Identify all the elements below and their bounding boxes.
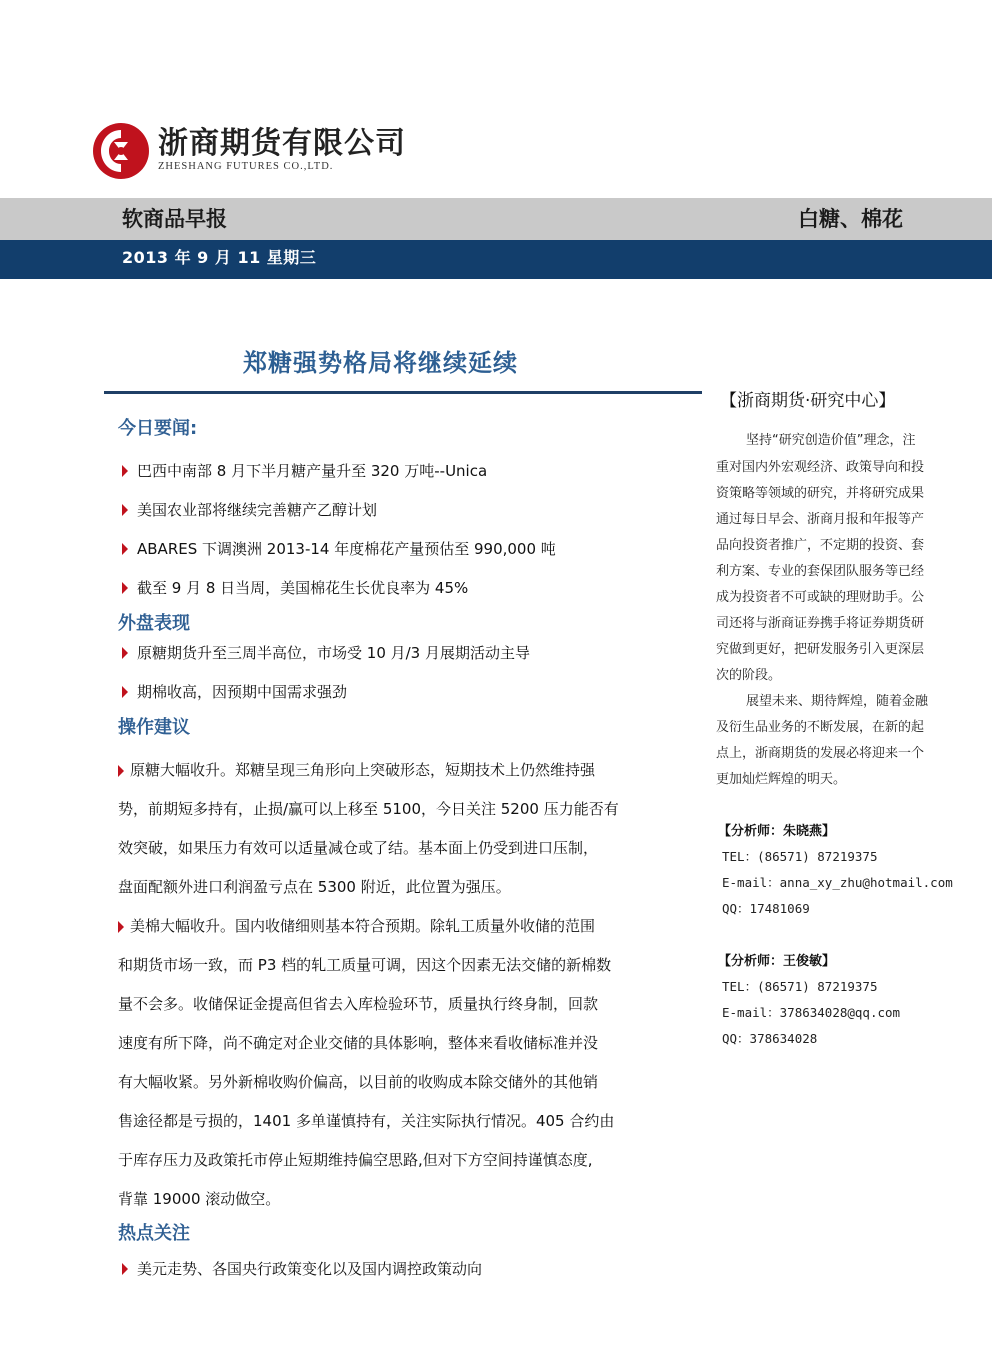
- sidebar-title: 【浙商期货·研究中心】: [720, 391, 896, 411]
- sidebar-text-line: 及衍生品业务的不断发展，在新的起: [716, 720, 925, 735]
- report-date: 2013 年 9 月 11 星期三: [122, 248, 317, 267]
- company-logo-mark: [92, 122, 150, 180]
- sidebar-text-line: 资策略等领域的研究，并将研究成果: [716, 486, 925, 501]
- list-item: 期棉收高，因预期中国需求强劲: [122, 681, 347, 702]
- bullet-arrow-icon: [122, 1263, 128, 1275]
- analyst-email[interactable]: E-mail：378634028@qq.com: [722, 1005, 901, 1020]
- paragraph-line: 盘面配额外进口利润盈亏点在 5300 附近，此位置为强压。: [118, 878, 511, 896]
- bullet-arrow-icon: [122, 686, 128, 698]
- paragraph-line: 美棉大幅收升。国内收储细则基本符合预期。除轧工质量外收储的范围: [118, 915, 595, 936]
- sidebar-text-line: 坚持“研究创造价值”理念，注: [746, 433, 916, 448]
- sidebar-text-line: 展望未来、期待辉煌，随着金融: [746, 694, 929, 709]
- analyst-header: 【分析师：朱晓燕】: [718, 824, 836, 839]
- commodities-label: 白糖、棉花: [798, 207, 903, 231]
- report-type: 软商品早报: [122, 207, 227, 231]
- list-item: 截至 9 月 8 日当周，美国棉花生长优良率为 45%: [122, 577, 468, 598]
- list-item: 原糖期货升至三周半高位，市场受 10 月/3 月展期活动主导: [122, 642, 530, 663]
- sidebar-text-line: 次的阶段。: [716, 668, 782, 683]
- sidebar-text-line: 更加灿烂辉煌的明天。: [716, 772, 847, 787]
- section-title-advice: 操作建议: [118, 717, 190, 738]
- paragraph-line: 售途径都是亏损的，1401 多单谨慎持有，关注实际执行情况。405 合约由: [118, 1112, 615, 1130]
- paragraph-line: 效突破，如果压力有效可以适量减仓或了结。基本面上仍受到进口压制，: [118, 839, 599, 857]
- analyst-qq: QQ：17481069: [722, 901, 810, 916]
- bullet-arrow-icon: [118, 765, 124, 777]
- paragraph-line: 有大幅收紧。另外新棉收购价偏高，以目前的收购成本除交储外的其他销: [118, 1073, 599, 1091]
- paragraph-line: 势，前期短多持有，止损/赢可以上移至 5100，今日关注 5200 压力能否有: [118, 800, 619, 818]
- bullet-arrow-icon: [118, 921, 124, 933]
- sidebar-text-line: 品向投资者推广，不定期的投资、套: [716, 538, 925, 553]
- sidebar-text-line: 成为投资者不可或缺的理财助手。公: [716, 590, 925, 605]
- bullet-arrow-icon: [122, 504, 128, 516]
- list-item: 巴西中南部 8 月下半月糖产量升至 320 万吨--Unica: [122, 460, 487, 481]
- headline-divider: [104, 391, 702, 394]
- sidebar-text-line: 点上，浙商期货的发展必将迎来一个: [716, 746, 925, 761]
- bullet-arrow-icon: [122, 465, 128, 477]
- list-item: 美国农业部将继续完善糖产乙醇计划: [122, 499, 377, 520]
- sidebar-text-line: 利方案、专业的套保团队服务等已经: [716, 564, 925, 579]
- analyst-email[interactable]: E-mail：anna_xy_zhu@hotmail.com: [722, 875, 953, 890]
- paragraph-line: 背靠 19000 滚动做空。: [118, 1190, 281, 1208]
- analyst-qq: QQ：378634028: [722, 1031, 818, 1046]
- bullet-arrow-icon: [122, 582, 128, 594]
- analyst-tel: TEL：(86571) 87219375: [722, 849, 878, 864]
- bullet-arrow-icon: [122, 647, 128, 659]
- company-name-cn: 浙商期货有限公司: [158, 126, 406, 161]
- section-title-today-news: 今日要闻:: [118, 418, 198, 439]
- paragraph-line: 量不会多。收储保证金提高但省去入库检验环节，质量执行终身制，回款: [118, 995, 599, 1013]
- sidebar-text-line: 重对国内外宏观经济、政策导向和投: [716, 460, 925, 475]
- paragraph-line: 和期货市场一致，而 P3 档的轧工质量可调，因这个因素无法交储的新棉数: [118, 956, 612, 974]
- sidebar-text-line: 通过每日早会、浙商月报和年报等产: [716, 512, 925, 527]
- paragraph-line: 速度有所下降，尚不确定对企业交储的具体影响，整体来看收储标准并没: [118, 1034, 599, 1052]
- list-item: 美元走势、各国央行政策变化以及国内调控政策动向: [122, 1258, 482, 1279]
- headline: 郑糖强势格局将继续延续: [243, 349, 518, 377]
- bullet-arrow-icon: [122, 543, 128, 555]
- paragraph-line: 原糖大幅收升。郑糖呈现三角形向上突破形态，短期技术上仍然维持强: [118, 759, 595, 780]
- list-item: ABARES 下调澳洲 2013-14 年度棉花产量预估至 990,000 吨: [122, 538, 556, 559]
- analyst-header: 【分析师：王俊敏】: [718, 954, 836, 969]
- section-title-overseas: 外盘表现: [118, 613, 190, 634]
- section-title-focus: 热点关注: [118, 1223, 190, 1244]
- analyst-tel: TEL：(86571) 87219375: [722, 979, 878, 994]
- sidebar-text-line: 司还将与浙商证券携手将证券期货研: [716, 616, 925, 631]
- paragraph-line: 于库存压力及政策托市停止短期维持偏空思路,但对下方空间持谨慎态度,: [118, 1151, 593, 1169]
- sidebar-text-line: 究做到更好，把研发服务引入更深层: [716, 642, 925, 657]
- company-name-en: ZHESHANG FUTURES CO.,LTD.: [158, 161, 334, 172]
